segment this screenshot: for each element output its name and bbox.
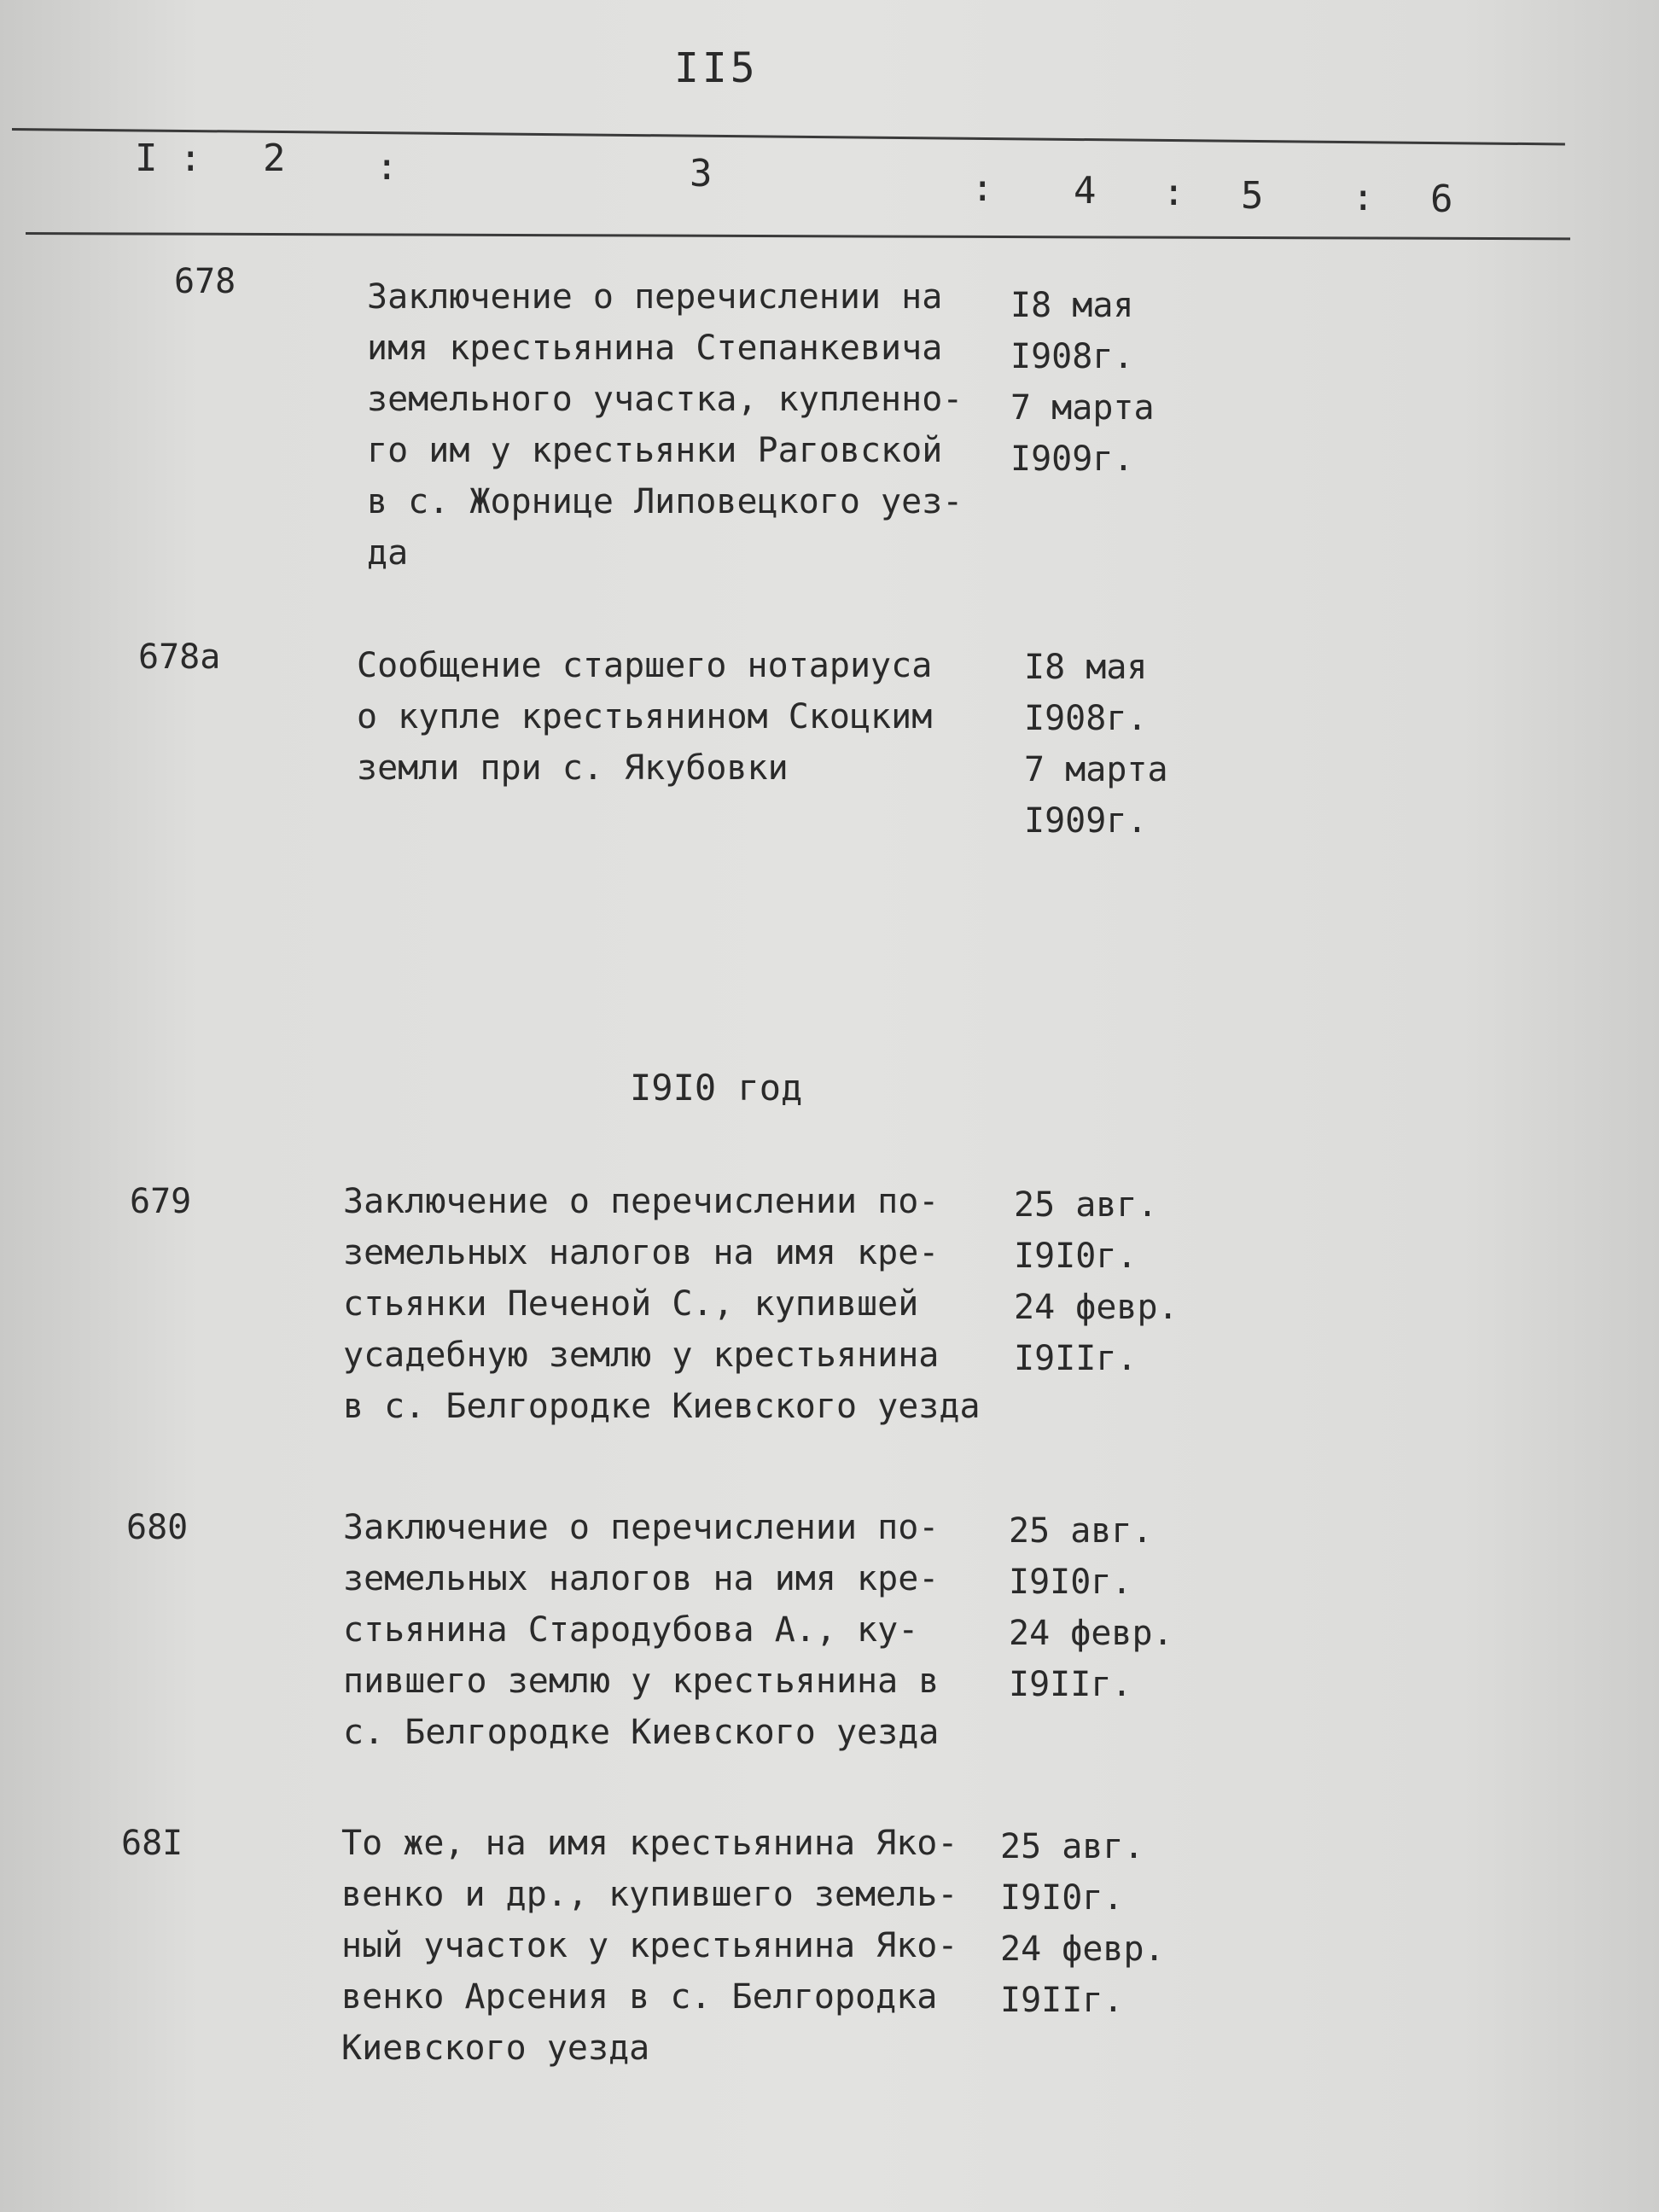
- date-line: 24 февр.: [1014, 1288, 1179, 1327]
- description-line: земли при с. Якубовки: [357, 748, 789, 788]
- column-separator: :: [179, 137, 202, 180]
- date-line: I909г.: [1010, 439, 1134, 479]
- description-line: земельного участка, купленно-: [367, 380, 963, 419]
- record-number: 679: [130, 1182, 192, 1221]
- date-line: I9I0г.: [1000, 1878, 1124, 1918]
- date-line: I909г.: [1024, 801, 1148, 841]
- description-line: ный участок у крестьянина Яко-: [341, 1926, 958, 1965]
- column-header-1: I: [135, 137, 158, 180]
- column-header-6: 6: [1430, 178, 1453, 221]
- description-line: земельных налогов на имя кре-: [343, 1559, 940, 1598]
- date-line: 24 февр.: [1000, 1930, 1165, 1969]
- description-line: имя крестьянина Степанкевича: [367, 329, 943, 368]
- date-line: 25 авг.: [1014, 1185, 1158, 1225]
- date-line: I9I0г.: [1014, 1237, 1138, 1276]
- record-description: [367, 271, 963, 579]
- description-line: о купле крестьянином Скоцким: [357, 697, 933, 736]
- record-dates: [1014, 1179, 1179, 1384]
- description-line: усадебную землю у крестьянина: [343, 1336, 940, 1375]
- column-header-3: 3: [690, 152, 713, 195]
- date-line: I9I0г.: [1009, 1563, 1132, 1602]
- date-line: I908г.: [1024, 699, 1148, 738]
- description-line: да: [367, 533, 409, 573]
- column-header-2: 2: [263, 137, 286, 180]
- description-line: венко и др., купившего земель-: [341, 1875, 958, 1914]
- column-separator: :: [971, 166, 994, 210]
- column-separator: :: [375, 145, 399, 189]
- record-number: 678: [174, 262, 236, 301]
- description-line: в с. Белгородке Киевского уезда: [343, 1387, 981, 1426]
- description-line: То же, на имя крестьянина Яко-: [341, 1824, 958, 1863]
- date-line: 7 марта: [1010, 388, 1155, 428]
- header-top-rule: [12, 128, 1565, 145]
- date-line: I9IIг.: [1014, 1339, 1138, 1378]
- description-line: стьянки Печеной С., купившей: [343, 1284, 919, 1324]
- page-number: II5: [674, 44, 759, 92]
- record-number: 680: [126, 1508, 189, 1547]
- date-line: I8 мая: [1024, 648, 1148, 687]
- column-header-5: 5: [1241, 174, 1264, 218]
- description-line: Сообщение старшего нотариуса: [357, 646, 933, 685]
- date-line: I9IIг.: [1009, 1665, 1132, 1704]
- date-line: 24 февр.: [1009, 1614, 1173, 1653]
- record-dates: [1024, 642, 1168, 847]
- description-line: земельных налогов на имя кре-: [343, 1233, 940, 1272]
- record-description: [343, 1176, 981, 1432]
- header-bottom-rule: [26, 232, 1570, 240]
- column-separator: :: [1162, 171, 1185, 214]
- record-number: 68I: [121, 1824, 183, 1863]
- description-line: Киевского уезда: [341, 2029, 650, 2068]
- description-line: стьянина Стародубова А., ку-: [343, 1610, 919, 1650]
- date-line: 25 авг.: [1009, 1511, 1153, 1551]
- description-line: го им у крестьянки Раговской: [367, 431, 943, 470]
- description-line: венко Арсения в с. Белгородка: [341, 1977, 938, 2017]
- description-line: с. Белгородке Киевского уезда: [343, 1713, 940, 1752]
- record-description: [341, 1818, 958, 2074]
- date-line: I9IIг.: [1000, 1981, 1124, 2020]
- record-dates: [1010, 280, 1155, 485]
- record-description: [343, 1502, 939, 1758]
- date-line: I908г.: [1010, 337, 1134, 376]
- year-heading: I9I0 год: [630, 1067, 803, 1109]
- record-dates: [1000, 1821, 1165, 2026]
- column-header-4: 4: [1074, 169, 1097, 212]
- description-line: Заключение о перечислении на: [367, 277, 943, 317]
- record-description: [357, 640, 932, 794]
- record-dates: [1009, 1505, 1173, 1710]
- record-number: 678а: [138, 637, 221, 677]
- date-line: I8 мая: [1010, 286, 1134, 325]
- column-separator: :: [1352, 176, 1375, 219]
- description-line: в с. Жорнице Липовецкого уез-: [367, 482, 963, 521]
- description-line: Заключение о перечислении по-: [343, 1508, 940, 1547]
- description-line: пившего землю у крестьянина в: [343, 1662, 940, 1701]
- date-line: 7 марта: [1024, 750, 1168, 789]
- date-line: 25 авг.: [1000, 1827, 1144, 1866]
- description-line: Заключение о перечислении по-: [343, 1182, 940, 1221]
